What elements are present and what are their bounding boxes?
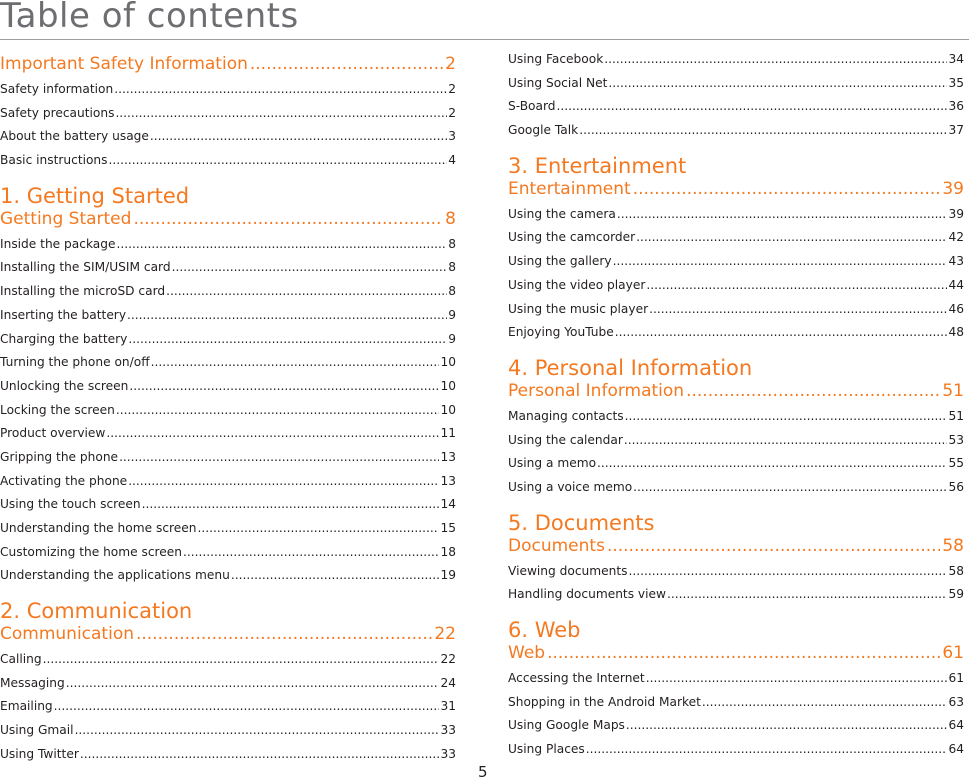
toc-entry-page: 64 bbox=[948, 718, 964, 733]
toc-entry-label: Using a voice memo bbox=[508, 479, 633, 494]
toc-entry-label: Handling documents view bbox=[508, 587, 666, 602]
toc-entry-page: 9 bbox=[448, 307, 456, 322]
toc-leader bbox=[547, 643, 940, 663]
toc-leader bbox=[119, 450, 439, 464]
toc-entry[interactable] bbox=[0, 521, 456, 545]
toc-entry-label: Understanding the home screen bbox=[0, 521, 197, 535]
toc-entry-page: 43 bbox=[948, 254, 964, 269]
page-number: 5 bbox=[478, 763, 488, 781]
toc-entry-label: Using the gallery bbox=[508, 254, 612, 269]
toc-leader bbox=[183, 545, 439, 559]
toc-leader bbox=[66, 676, 440, 690]
toc-entry-page: 10 bbox=[440, 402, 456, 417]
toc-entry[interactable] bbox=[0, 153, 456, 177]
toc-entry[interactable] bbox=[0, 237, 456, 261]
chapter-title: 5. Documents bbox=[508, 510, 655, 535]
toc-entry[interactable] bbox=[0, 699, 456, 723]
toc-entry[interactable] bbox=[0, 723, 456, 747]
toc-entry-label: Messaging bbox=[0, 675, 65, 690]
toc-entry[interactable] bbox=[508, 718, 964, 742]
toc-entry-label: Managing contacts bbox=[508, 408, 624, 423]
toc-entry[interactable] bbox=[508, 325, 964, 349]
toc-leader bbox=[129, 379, 439, 393]
toc-entry[interactable] bbox=[508, 52, 964, 76]
toc-leader bbox=[579, 123, 947, 137]
toc-leader bbox=[114, 82, 447, 96]
toc-leader bbox=[649, 302, 947, 316]
toc-entry[interactable] bbox=[0, 284, 456, 308]
toc-entry-page: 4 bbox=[448, 153, 456, 168]
toc-section[interactable] bbox=[508, 381, 964, 409]
toc-entry[interactable] bbox=[0, 332, 456, 356]
toc-leader bbox=[633, 179, 941, 199]
page-title: Table of contents bbox=[0, 0, 299, 36]
toc-entry[interactable] bbox=[0, 474, 456, 498]
chapter-title: 6. Web bbox=[508, 618, 581, 642]
toc-entry-label: Customizing the home screen bbox=[0, 544, 183, 559]
toc-leader bbox=[702, 695, 948, 709]
toc-section[interactable] bbox=[508, 536, 964, 564]
toc-section-page: 51 bbox=[942, 380, 964, 401]
toc-entry-page: 3 bbox=[448, 129, 456, 144]
toc-entry-label: Inserting the battery bbox=[0, 307, 127, 322]
toc-entry-label: Using Places bbox=[508, 742, 585, 757]
toc-left-column bbox=[0, 40, 456, 771]
toc-entry-page: 51 bbox=[948, 408, 964, 423]
toc-entry-label: Using Twitter bbox=[0, 746, 79, 761]
toc-entry-label: Shopping in the Android Market bbox=[508, 694, 701, 709]
toc-entry-page: 55 bbox=[948, 456, 964, 471]
toc-entry[interactable] bbox=[0, 379, 456, 403]
toc-leader bbox=[615, 325, 948, 339]
toc-entry-label: Inside the package bbox=[0, 236, 116, 251]
toc-entry[interactable] bbox=[508, 587, 964, 611]
toc-entry-label: Product overview bbox=[0, 426, 106, 441]
toc-leader bbox=[142, 497, 440, 511]
toc-entry[interactable] bbox=[508, 695, 964, 719]
toc-entry-page: 48 bbox=[948, 325, 964, 340]
toc-entry-label: About the battery usage bbox=[0, 129, 149, 144]
toc-entry-label: Safety precautions bbox=[0, 105, 115, 120]
toc-leader bbox=[115, 106, 447, 120]
toc-entry-label: Using the camera bbox=[508, 206, 616, 221]
toc-leader bbox=[557, 99, 948, 113]
toc-entry[interactable] bbox=[0, 106, 456, 130]
chapter-title: 4. Personal Information bbox=[508, 355, 753, 380]
toc-entry-label: Installing the SIM/USIM card bbox=[0, 260, 171, 275]
toc-leader bbox=[625, 409, 948, 423]
toc-section-page: 2 bbox=[445, 54, 456, 74]
toc-leader bbox=[166, 284, 447, 298]
toc-entry-page: 53 bbox=[948, 432, 964, 447]
toc-entry[interactable] bbox=[0, 82, 456, 106]
toc-entry-label: Gripping the phone bbox=[0, 449, 119, 464]
toc-right-column bbox=[508, 40, 964, 766]
toc-entry[interactable] bbox=[0, 568, 456, 592]
toc-entry-page: 8 bbox=[448, 236, 456, 251]
toc-entry[interactable] bbox=[508, 409, 964, 433]
toc-leader bbox=[667, 587, 948, 601]
toc-entry[interactable] bbox=[508, 433, 964, 457]
toc-entry-label: Using a memo bbox=[508, 456, 597, 471]
toc-leader bbox=[613, 254, 948, 268]
toc-section-label: Documents bbox=[508, 535, 605, 556]
toc-entry-label: Using Gmail bbox=[0, 723, 74, 738]
toc-entry[interactable] bbox=[508, 456, 964, 480]
toc-entry-page: 64 bbox=[948, 742, 964, 757]
toc-entry-label: Using the music player bbox=[508, 301, 649, 316]
toc-leader bbox=[117, 237, 448, 251]
toc-entry-label: Using the touch screen bbox=[0, 497, 141, 512]
toc-leader bbox=[628, 564, 947, 578]
toc-entry-label: Enjoying YouTube bbox=[508, 325, 614, 340]
toc-leader bbox=[586, 742, 948, 756]
toc-entry-page: 24 bbox=[440, 675, 456, 690]
chapter-title: 3. Entertainment bbox=[508, 153, 687, 178]
toc-entry[interactable] bbox=[0, 426, 456, 450]
toc-entry-label: Activating the phone bbox=[0, 473, 128, 488]
toc-leader bbox=[646, 671, 948, 685]
toc-entry[interactable] bbox=[0, 355, 456, 379]
toc-entry-page: 33 bbox=[440, 723, 456, 738]
toc-entry-label: S-Board bbox=[508, 99, 556, 114]
toc-section[interactable] bbox=[0, 624, 456, 652]
toc-section[interactable] bbox=[508, 179, 964, 207]
toc-leader bbox=[636, 230, 947, 244]
toc-leader bbox=[197, 521, 439, 535]
toc-entry-page: 13 bbox=[440, 473, 456, 488]
toc-section-page: 58 bbox=[942, 535, 964, 556]
toc-entry-label: Using Social Net bbox=[508, 75, 608, 90]
toc-entry-page: 46 bbox=[948, 301, 964, 316]
toc-entry-page: 56 bbox=[948, 479, 964, 494]
toc-entry[interactable] bbox=[508, 207, 964, 231]
toc-entry-label: Using the camcorder bbox=[508, 230, 636, 245]
toc-entry-page: 37 bbox=[948, 123, 964, 138]
toc-entry-page: 11 bbox=[440, 426, 456, 441]
toc-leader bbox=[617, 207, 948, 221]
toc-entry-label: Basic instructions bbox=[0, 153, 108, 168]
toc-leader bbox=[128, 474, 439, 488]
toc-section-page: 22 bbox=[434, 624, 456, 645]
toc-leader bbox=[607, 536, 940, 556]
toc-entry-page: 8 bbox=[448, 284, 456, 299]
toc-entry[interactable] bbox=[0, 308, 456, 332]
toc-entry[interactable] bbox=[508, 742, 964, 766]
toc-entry-page: 9 bbox=[448, 331, 456, 346]
toc-entry-page: 36 bbox=[948, 99, 964, 114]
toc-entry-page: 14 bbox=[440, 497, 456, 512]
chapter-title: 1. Getting Started bbox=[0, 183, 190, 208]
toc-section-page: 8 bbox=[445, 208, 456, 229]
toc-section-page: 61 bbox=[942, 643, 964, 663]
toc-entry-label: Locking the screen bbox=[0, 402, 115, 417]
toc-entry-page: 35 bbox=[948, 75, 964, 90]
toc-leader bbox=[128, 332, 447, 346]
toc-leader bbox=[80, 747, 440, 761]
toc-entry-page: 59 bbox=[948, 587, 964, 602]
toc-entry-label: Unlocking the screen bbox=[0, 378, 129, 393]
toc-leader bbox=[43, 652, 440, 666]
toc-leader bbox=[231, 568, 440, 582]
toc-leader bbox=[150, 129, 447, 143]
toc-entry-label: Accessing the Internet bbox=[508, 671, 645, 685]
toc-entry-label: Understanding the applications menu bbox=[0, 568, 230, 583]
toc-entry-label: Using the calendar bbox=[508, 432, 623, 447]
toc-entry[interactable] bbox=[508, 123, 964, 147]
toc-leader bbox=[106, 426, 439, 440]
toc-leader bbox=[151, 355, 440, 369]
toc-entry-page: 18 bbox=[440, 544, 456, 559]
toc-entry-page: 13 bbox=[440, 449, 456, 464]
toc-entry[interactable] bbox=[0, 652, 456, 676]
toc-entry[interactable] bbox=[0, 129, 456, 153]
toc-entry-page: 61 bbox=[948, 671, 964, 685]
toc-entry[interactable] bbox=[508, 254, 964, 278]
toc-entry[interactable] bbox=[508, 480, 964, 504]
toc-leader bbox=[109, 153, 448, 167]
toc-entry[interactable] bbox=[508, 564, 964, 588]
toc-entry[interactable] bbox=[0, 450, 456, 474]
toc-leader bbox=[633, 480, 947, 494]
toc-leader bbox=[136, 624, 432, 644]
toc-entry-label: Using Facebook bbox=[508, 52, 604, 66]
toc-entry-page: 10 bbox=[440, 378, 456, 393]
toc-entry[interactable] bbox=[0, 545, 456, 569]
toc-entry-label: Emailing bbox=[0, 699, 53, 714]
toc-entry-page: 2 bbox=[448, 82, 456, 96]
toc-leader bbox=[686, 381, 940, 401]
toc-leader bbox=[646, 278, 947, 292]
toc-leader bbox=[597, 456, 947, 470]
toc-section-label: Getting Started bbox=[0, 208, 132, 229]
toc-section-page: 39 bbox=[942, 178, 964, 199]
toc-leader bbox=[608, 76, 947, 90]
toc-entry[interactable] bbox=[508, 278, 964, 302]
toc-entry-label: Calling bbox=[0, 652, 42, 667]
toc-section[interactable] bbox=[0, 209, 456, 237]
toc-leader bbox=[604, 52, 947, 66]
toc-entry-label: Using Google Maps bbox=[508, 718, 625, 733]
toc-entry[interactable] bbox=[508, 99, 964, 123]
toc-entry[interactable] bbox=[0, 676, 456, 700]
toc-leader bbox=[624, 433, 948, 447]
toc-leader bbox=[626, 718, 948, 732]
toc-section-label: Web bbox=[508, 643, 546, 663]
toc-entry-page: 42 bbox=[948, 230, 964, 245]
toc-entry-page: 15 bbox=[440, 521, 456, 535]
toc-entry-label: Using the video player bbox=[508, 277, 646, 292]
toc-section-label: Important Safety Information bbox=[0, 54, 248, 74]
toc-entry[interactable] bbox=[0, 260, 456, 284]
toc-section-label: Entertainment bbox=[508, 178, 631, 199]
toc-entry-page: 8 bbox=[448, 260, 456, 275]
toc-entry-label: Viewing documents bbox=[508, 563, 628, 578]
toc-entry-label: Installing the microSD card bbox=[0, 284, 166, 299]
toc-leader bbox=[172, 260, 448, 274]
toc-section[interactable] bbox=[0, 54, 456, 82]
toc-leader bbox=[127, 308, 447, 322]
toc-entry-page: 63 bbox=[948, 694, 964, 709]
toc-entry-page: 58 bbox=[948, 563, 964, 578]
toc-entry[interactable] bbox=[0, 403, 456, 427]
toc-section[interactable] bbox=[508, 643, 964, 671]
toc-entry-label: Safety information bbox=[0, 82, 114, 96]
toc-entry-page: 22 bbox=[440, 652, 456, 667]
toc-entry-page: 10 bbox=[440, 355, 456, 370]
toc-section-label: Communication bbox=[0, 624, 134, 645]
toc-entry[interactable] bbox=[0, 747, 456, 771]
toc-entry-page: 34 bbox=[948, 52, 964, 66]
toc-leader bbox=[116, 403, 440, 417]
toc-entry-label: Google Talk bbox=[508, 123, 579, 138]
toc-entry[interactable] bbox=[508, 302, 964, 326]
toc-leader bbox=[75, 723, 440, 737]
toc-leader bbox=[133, 209, 443, 229]
toc-entry-page: 39 bbox=[948, 206, 964, 221]
toc-entry-page: 31 bbox=[440, 699, 456, 714]
toc-entry[interactable] bbox=[508, 671, 964, 695]
toc-entry[interactable] bbox=[0, 497, 456, 521]
toc-entry-page: 2 bbox=[448, 105, 456, 120]
toc-leader bbox=[54, 699, 440, 713]
toc-entry-label: Turning the phone on/off bbox=[0, 355, 150, 370]
toc-entry[interactable] bbox=[508, 76, 964, 100]
toc-entry[interactable] bbox=[508, 230, 964, 254]
toc-section-label: Personal Information bbox=[508, 380, 685, 401]
toc-entry-page: 33 bbox=[440, 746, 456, 761]
toc-entry-page: 44 bbox=[948, 277, 964, 292]
toc-leader bbox=[250, 54, 443, 74]
toc-entry-label: Charging the battery bbox=[0, 331, 128, 346]
toc-entry-page: 19 bbox=[440, 568, 456, 583]
chapter-title: 2. Communication bbox=[0, 599, 193, 624]
